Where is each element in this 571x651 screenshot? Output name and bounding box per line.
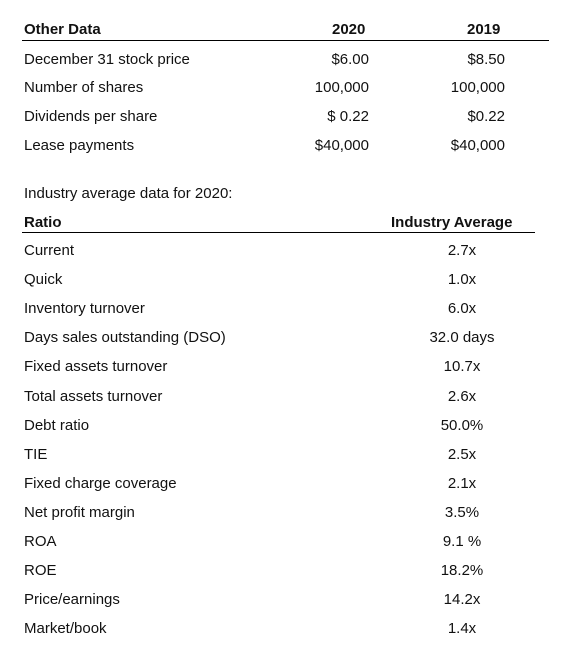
row-label: Number of shares xyxy=(24,79,144,96)
industry-average-value: 1.0x xyxy=(447,271,477,288)
industry-intro: Industry average data for 2020: xyxy=(24,185,233,202)
industry-average-column-header: Industry Average xyxy=(391,214,513,231)
industry-average-value: 10.7x xyxy=(443,358,481,375)
industry-average-value: 32.0 days xyxy=(429,329,495,346)
column-header-2020: 2020 xyxy=(332,21,366,38)
ratio-label: Market/book xyxy=(24,620,107,637)
ratio-label: Price/earnings xyxy=(24,591,120,608)
value-2019: $40,000 xyxy=(450,137,505,154)
other-data-heading: Other Data xyxy=(24,21,101,38)
row-label: Lease payments xyxy=(24,137,135,154)
ratio-label: Debt ratio xyxy=(24,417,90,434)
industry-average-value: 9.1 % xyxy=(442,533,482,550)
column-header-2019: 2019 xyxy=(467,21,501,38)
value-2020: 100,000 xyxy=(314,79,369,96)
value-2019: $0.22 xyxy=(467,108,505,125)
industry-average-value: 2.1x xyxy=(447,475,477,492)
ratio-label: Current xyxy=(24,242,75,259)
industry-average-value: 3.5% xyxy=(444,504,480,521)
ratio-label: Total assets turnover xyxy=(24,388,163,405)
value-2020: $40,000 xyxy=(314,137,369,154)
ratio-label: Fixed assets turnover xyxy=(24,358,168,375)
ratio-label: ROA xyxy=(24,533,57,550)
industry-average-value: 2.7x xyxy=(447,242,477,259)
ratio-label: Quick xyxy=(24,271,63,288)
industry-average-value: 2.5x xyxy=(447,446,477,463)
ratio-label: Days sales outstanding (DSO) xyxy=(24,329,226,346)
value-2020: $ 0.22 xyxy=(327,108,369,125)
industry-average-value: 18.2% xyxy=(440,562,484,579)
industry-average-value: 2.6x xyxy=(447,388,477,405)
industry-average-value: 14.2x xyxy=(443,591,481,608)
industry-average-value: 1.4x xyxy=(447,620,477,637)
ratio-column-header: Ratio xyxy=(24,214,62,231)
ratio-label: ROE xyxy=(24,562,57,579)
ratio-label: Net profit margin xyxy=(24,504,135,521)
value-2019: 100,000 xyxy=(450,79,505,96)
industry-average-value: 50.0% xyxy=(440,417,484,434)
ratio-label: Inventory turnover xyxy=(24,300,145,317)
ratio-label: Fixed charge coverage xyxy=(24,475,177,492)
ratio-label: TIE xyxy=(24,446,48,463)
header-rule xyxy=(22,232,535,233)
industry-average-value: 6.0x xyxy=(447,300,477,317)
value-2019: $8.50 xyxy=(467,51,505,68)
row-label: Dividends per share xyxy=(24,108,158,125)
header-rule xyxy=(22,40,549,41)
row-label: December 31 stock price xyxy=(24,51,190,68)
value-2020: $6.00 xyxy=(331,51,369,68)
